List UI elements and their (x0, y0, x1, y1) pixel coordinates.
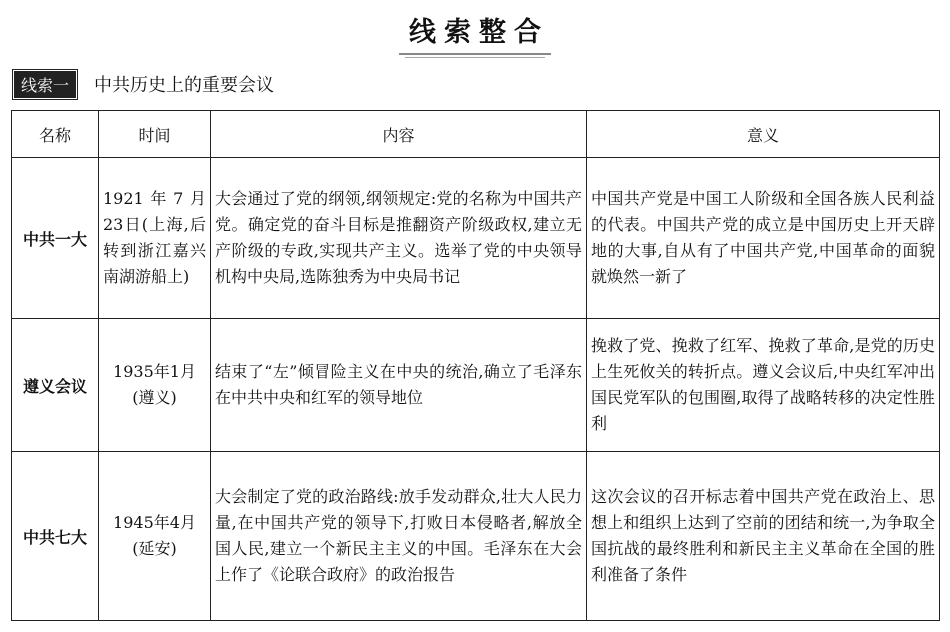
section-header (14, 72, 274, 96)
row-content: 大会制定了党的政治路线:放手发动群众,壮大人民力量,在中国共产党的领导下,打败日本侵略者,解放全国人民,建立一个新民主主义的中国。毛泽东在大会上作了《论联合政府》的政治报告 (211, 452, 587, 621)
table-row (12, 158, 940, 319)
row-content: 大会通过了党的纲领,纲领规定:党的名称为中国共产党。确定党的奋斗目标是推翻资产阶级政权,建立无产阶级的专政,实现共产主义。选举了党的中央领导机构中央局,选陈独秀为中央局书记 (211, 158, 587, 319)
section-tag: 线索一 (14, 71, 76, 98)
page-title: 线索整合 (399, 10, 551, 55)
row-time: 1935年1月(遵义) (99, 319, 211, 452)
row-time: 1921年7月23日(上海,后转到浙江嘉兴南湖游船上) (99, 158, 211, 319)
title-block (0, 10, 950, 58)
row-name: 遵义会议 (12, 319, 99, 452)
section-heading: 中共历史上的重要会议 (94, 75, 275, 96)
row-meaning: 中国共产党是中国工人阶级和全国各族人民利益的代表。中国共产党的成立是中国历史上开天辟地的大事,自从有了中国共产党,中国革命的面貌就焕然一新了 (587, 158, 940, 319)
header-time: 时间 (99, 111, 211, 158)
header-name: 名称 (12, 111, 99, 158)
row-content: 结束了“左”倾冒险主义在中央的统治,确立了毛泽东在中共中央和红军的领导地位 (211, 319, 587, 452)
row-meaning: 挽救了党、挽救了红军、挽救了革命,是党的历史上生死攸关的转折点。遵义会议后,中央红军冲出国民党军队的包围圈,取得了战略转移的决定性胜利 (587, 319, 940, 452)
header-content: 内容 (211, 111, 587, 158)
row-name: 中共七大 (12, 452, 99, 621)
row-meaning: 这次会议的召开标志着中国共产党在政治上、思想上和组织上达到了空前的团结和统一,为争取全国抗战的最终胜利和新民主主义革命在全国的胜利准备了条件 (587, 452, 940, 621)
row-name: 中共一大 (12, 158, 99, 319)
header-meaning: 意义 (587, 111, 940, 158)
table-row (12, 319, 940, 452)
table-row (12, 452, 940, 621)
row-time: 1945年4月(延安) (99, 452, 211, 621)
meetings-table (11, 110, 940, 621)
table-header-row (12, 111, 940, 158)
title-underline (405, 57, 545, 58)
